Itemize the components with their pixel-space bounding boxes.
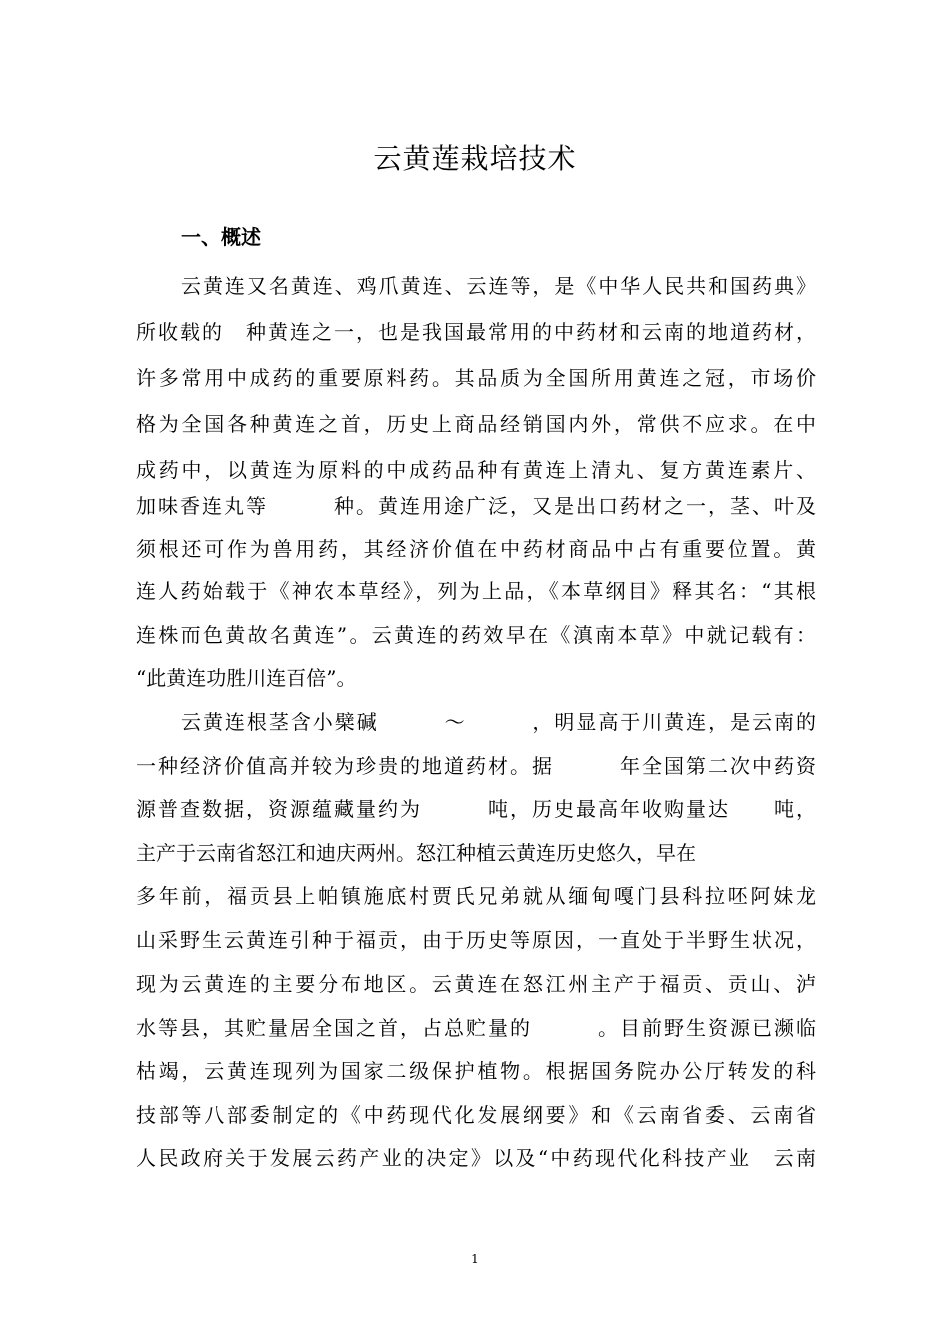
body-line: 连人药始载于《神农本草经》，列为上品，《本草纲目》释其名：“其根 [136, 579, 816, 603]
body-line: 枯竭，云黄连现列为国家二级保护植物。根据国务院办公厅转发的科 [136, 1059, 816, 1083]
page-number: 1 [471, 1252, 479, 1266]
body-line: 许多常用中成药的重要原料药。其品质为全国所用黄连之冠，市场价 [136, 366, 816, 390]
body-line: 云黄连根茎含小檗碱 ～ ，明显高于川黄连，是云南的 [181, 710, 816, 734]
section-heading: 一、概述 [181, 225, 261, 249]
body-line: “此黄连功胜川连百倍”。 [136, 666, 357, 690]
body-line: 山采野生云黄连引种于福贡，由于历史等原因，一直处于半野生状况， [136, 928, 816, 952]
body-line: 所收载的 种黄连之一，也是我国最常用的中药材和云南的地道药材， [136, 320, 816, 344]
body-line: 连株而色黄故名黄连”。云黄连的药效早在《滇南本草》中就记载有： [136, 623, 816, 647]
body-line: 源普查数据，资源蕴藏量约为 吨，历史最高年收购量达 吨， [136, 797, 816, 821]
body-line: 人民政府关于发展云药产业的决定》以及“中药现代化科技产业 云南 [136, 1146, 816, 1170]
body-line: 水等县，其贮量居全国之首，占总贮量的 。目前野生资源已濒临 [136, 1016, 816, 1040]
body-line: 技部等八部委制定的《中药现代化发展纲要》和《云南省委、云南省 [136, 1103, 816, 1127]
body-line: 主产于云南省怒江和迪庆两州。怒江种植云黄连历史悠久，早在 [136, 841, 696, 865]
body-line: 现为云黄连的主要分布地区。云黄连在怒江州主产于福贡、贡山、泸 [136, 972, 816, 996]
body-line: 加味香连丸等 种。黄连用途广泛，又是出口药材之一，茎、叶及 [136, 494, 816, 518]
body-line: 成药中，以黄连为原料的中成药品种有黄连上清丸、复方黄连素片、 [136, 458, 816, 482]
body-line: 须根还可作为兽用药，其经济价值在中药材商品中占有重要位置。黄 [136, 537, 816, 561]
body-line: 云黄连又名黄连、鸡爪黄连、云连等，是《中华人民共和国药典》 [181, 274, 816, 298]
page-title: 云黄莲栽培技术 [373, 142, 577, 175]
body-line: 一种经济价值高并较为珍贵的地道药材。据 年全国第二次中药资 [136, 754, 816, 778]
body-line: 格为全国各种黄连之首，历史上商品经销国内外，常供不应求。在中 [136, 412, 816, 436]
body-line: 多年前，福贡县上帕镇施底村贾氏兄弟就从缅甸嘎门县科拉呸阿妹龙 [136, 884, 816, 908]
